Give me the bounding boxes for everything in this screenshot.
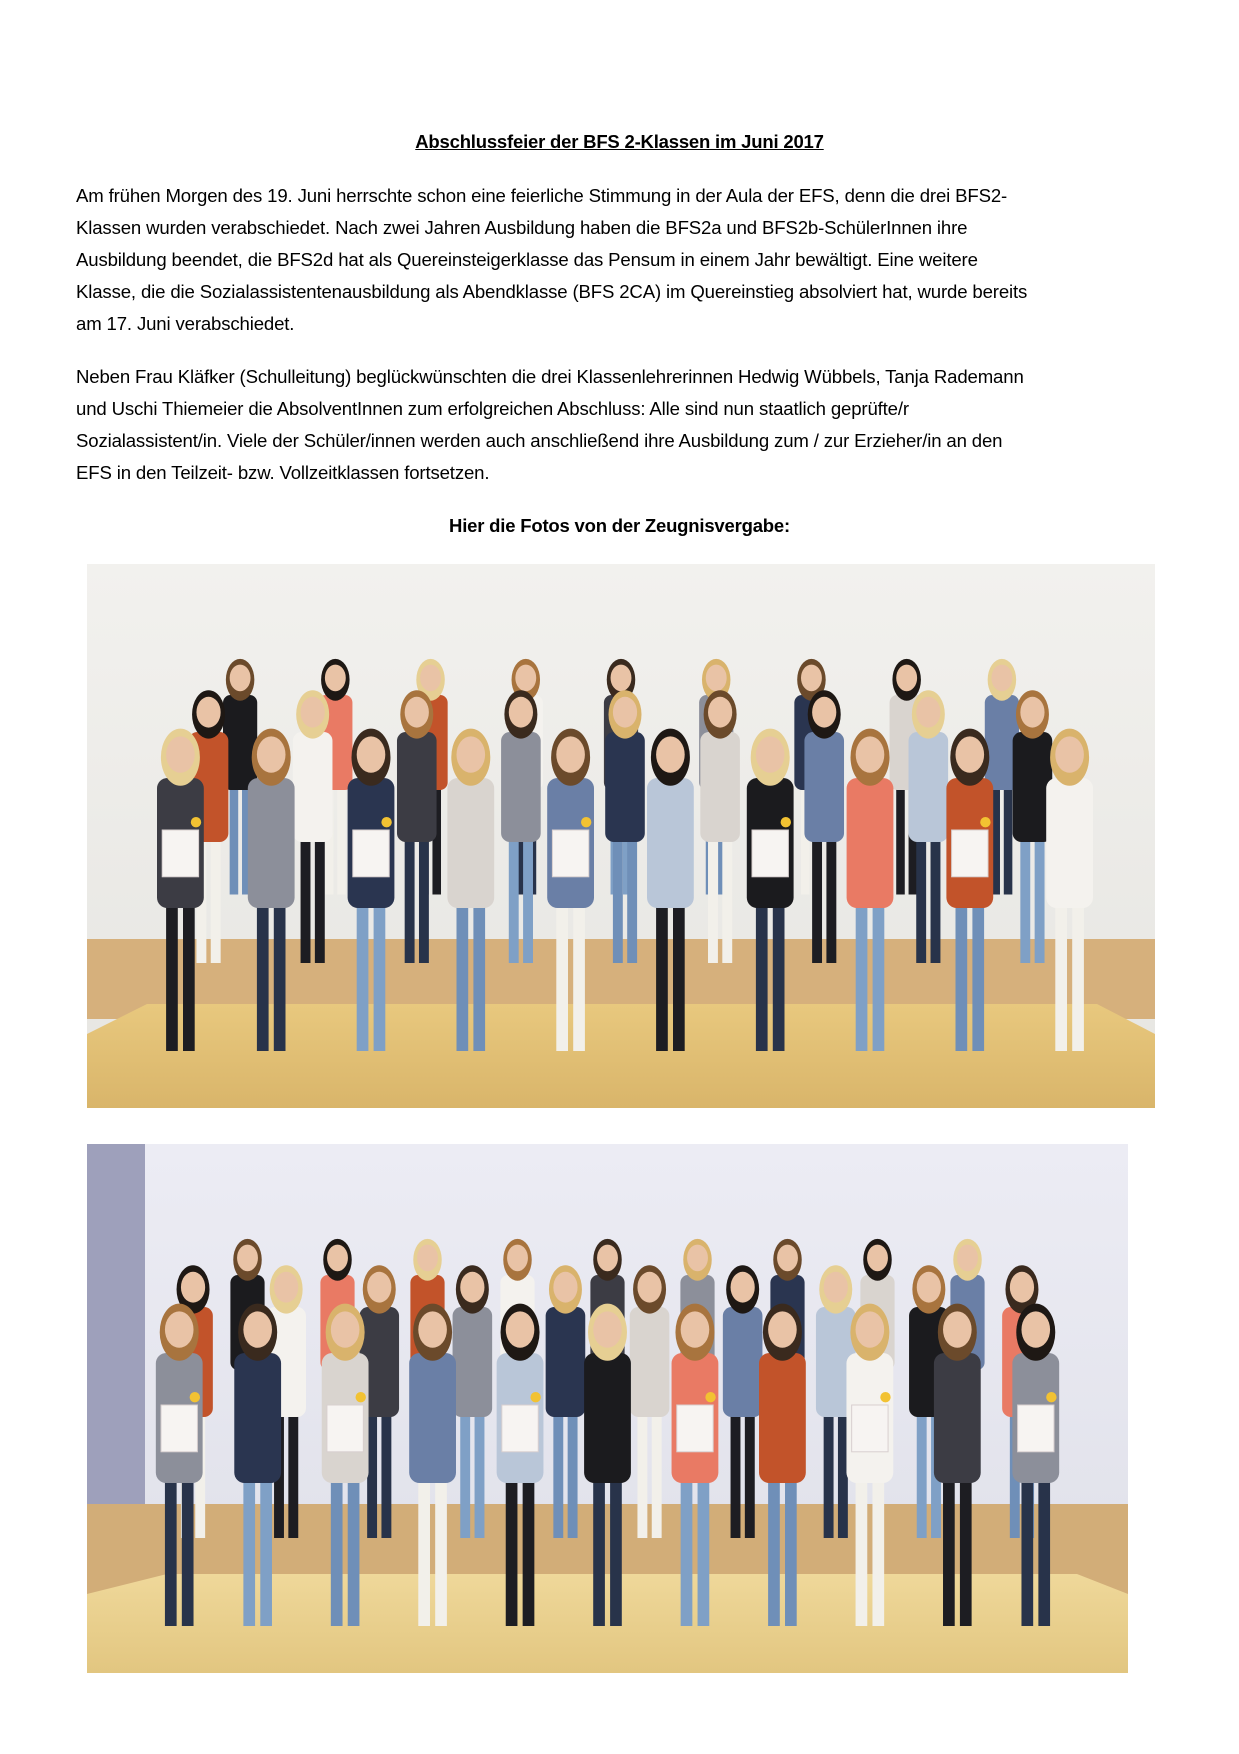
group-photo-1-image	[87, 564, 1155, 1108]
photos-heading: Hier die Fotos von der Zeugnisvergabe:	[449, 515, 790, 536]
certificate	[353, 830, 389, 877]
certificate	[677, 1405, 713, 1452]
rose	[705, 1392, 715, 1402]
stage-floor	[87, 1004, 1155, 1108]
paragraph-line: Klassen wurden verabschiedet. Nach zwei Jahren Ausbildung haben die BFS2a und BFS2b-SchülerInnen ihre	[76, 217, 968, 238]
rose	[581, 817, 591, 827]
rose	[356, 1392, 366, 1402]
certificate	[552, 830, 588, 877]
group-photo-2	[87, 1144, 1128, 1673]
certificate	[162, 830, 198, 877]
rose	[190, 1392, 200, 1402]
curtain	[87, 1144, 145, 1524]
certificate	[502, 1405, 538, 1452]
certificate	[852, 1405, 888, 1452]
rose	[781, 817, 791, 827]
rose	[1046, 1392, 1056, 1402]
paragraph-line: Ausbildung beendet, die BFS2d hat als Quereinsteigerklasse das Pensum in einem Jahr bewältigt. Eine weitere	[76, 249, 978, 270]
group-photo-1	[87, 564, 1155, 1108]
paragraph-line: und Uschi Thiemeier die AbsolventInnen zum erfolgreichen Abschluss: Alle sind nun staatlich geprüfte/r	[76, 398, 909, 419]
stage-floor	[87, 1574, 1128, 1673]
paragraph-line: EFS in den Teilzeit- bzw. Vollzeitklassen fortsetzen.	[76, 462, 490, 483]
certificate	[161, 1405, 197, 1452]
paragraph-line: Klasse, die die Sozialassistentenausbildung als Abendklasse (BFS 2CA) im Quereinstieg absolviert hat, wurde bereits	[76, 281, 1028, 302]
rose	[381, 817, 391, 827]
paragraph-line: Neben Frau Kläfker (Schulleitung) beglückwünschten die drei Klassenlehrerinnen Hedwig Wübbels, Tanja Rademann	[76, 366, 1024, 387]
paragraph-congratulations	[76, 361, 1176, 489]
paragraph-line: Am frühen Morgen des 19. Juni herrschte schon eine feierliche Stimmung in der Aula der EFS, denn die drei BFS2-	[76, 185, 1008, 206]
paragraph-line: Sozialassistent/in. Viele der Schüler/innen werden auch anschließend ihre Ausbildung zum / zur Erzieher/in an den	[76, 430, 1003, 451]
certificate	[327, 1405, 363, 1452]
rose	[530, 1392, 540, 1402]
document-title: Abschlussfeier der BFS 2-Klassen im Juni 2017	[415, 131, 824, 152]
paragraph-intro	[76, 180, 1176, 340]
rose	[980, 817, 990, 827]
group-photo-2-image	[87, 1144, 1128, 1673]
certificate	[1018, 1405, 1054, 1452]
paragraph-line: am 17. Juni verabschiedet.	[76, 313, 295, 334]
certificate	[752, 830, 788, 877]
certificate	[952, 830, 988, 877]
rose	[880, 1392, 890, 1402]
rose	[191, 817, 201, 827]
